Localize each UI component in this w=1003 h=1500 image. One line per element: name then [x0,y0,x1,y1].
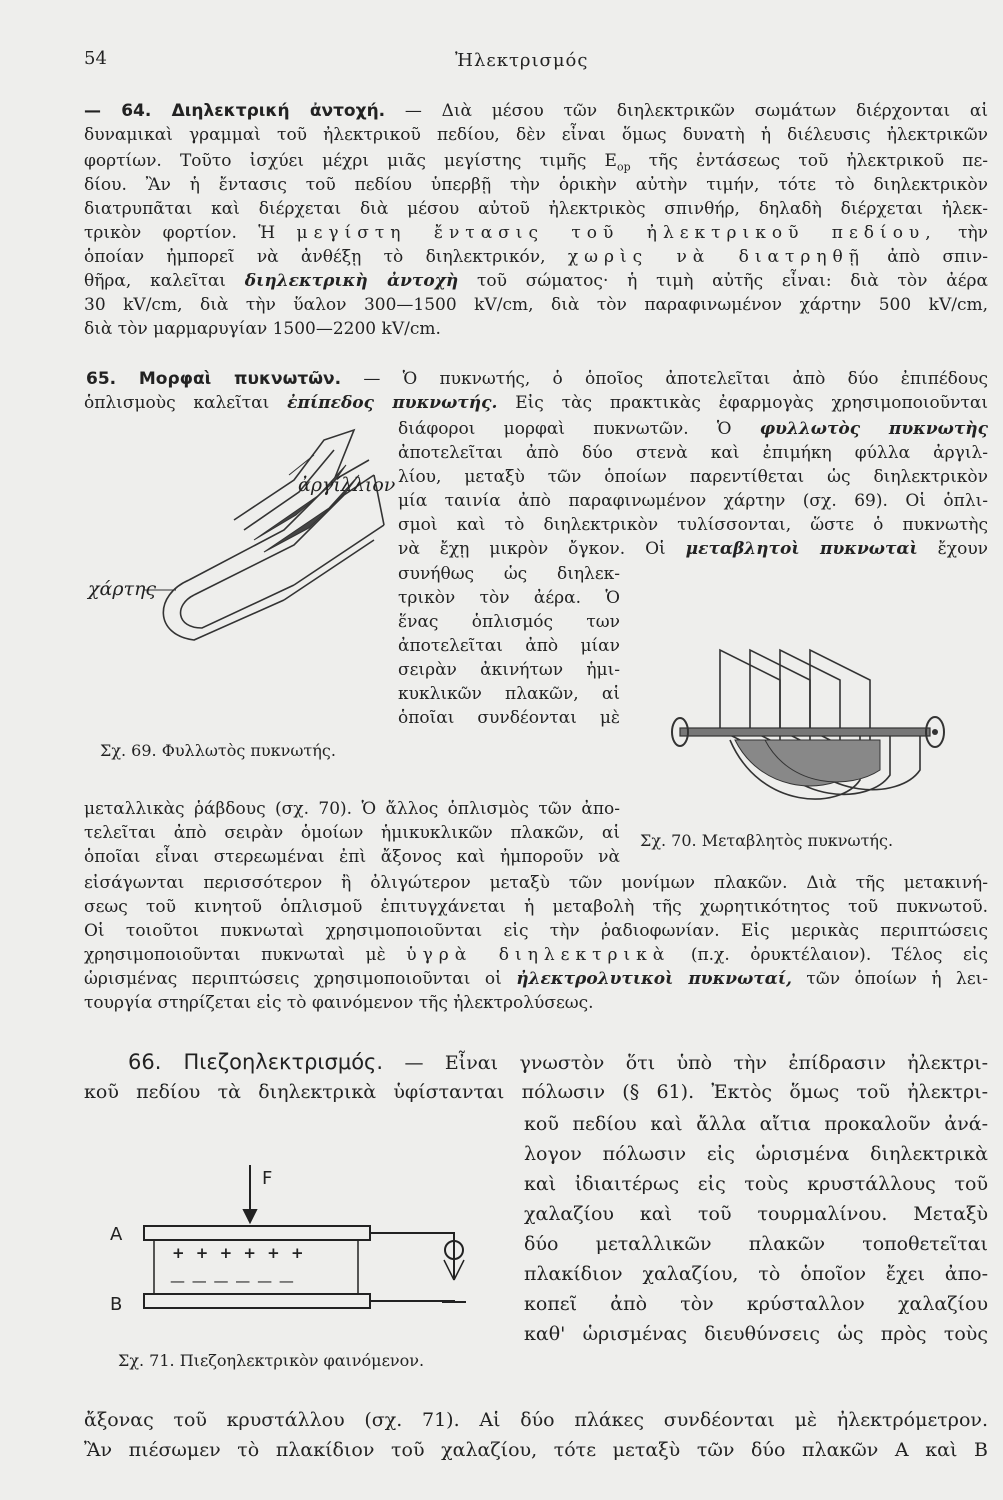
para-line: ὁποίαν ἠμπορεῖ νὰ ἀνθέξῃ τὸ διηλεκτρικόν, [84,247,546,267]
para-line: τελεῖται ἀπὸ σειρὰν ὁμοίων ἡμικυκλικῶν πλακῶν, αἱ [84,823,620,843]
leader-line [289,455,314,475]
para-line: διάφοροι μορφαὶ πυκνωτῶν. Ὁ [398,419,732,439]
para-line: ἄξονας τοῦ κρυστάλλου (σχ. 71). Αἱ δύο πλάκες συνδέονται μὲ ἠλεκτρόμετρον. [84,1409,988,1431]
para-line: ὁποῖαι συνδέονται μὲ [398,708,620,728]
para-line: μία ταινία ἀπὸ παραφινωμένον χάρτην (σχ. 69). Οἱ ὁπλι- [398,491,988,511]
para-line: ὡρισμένας περιπτώσεις χρησιμοποιοῦνται οἱ [84,969,502,989]
section-66-title: 66. Πιεζοηλεκτρισμός. [128,1050,384,1074]
para-line: τῆς ἐντάσεως τοῦ ἠλεκτρικοῦ πε- [648,151,988,171]
term-dielectric-strength: διηλεκτρικὴ ἀντοχὴ [244,271,459,291]
para-line: μεταλλικὰς ῥάβδους (σχ. 70). Ὁ ἄλλος ὁπλισμὸς τῶν ἀπο- [84,799,620,819]
para-line: θῆρα, καλεῖται [84,271,226,291]
para-line: σειρὰν ἀκινήτων ἡμι- [398,660,620,680]
figure-69-foil-capacitor [84,420,394,660]
para-line: χαλαζίου καὶ τοῦ τουρμαλίνου. Μεταξὺ [524,1203,988,1225]
figure-69-caption: Σχ. 69. Φυλλωτὸς πυκνωτής. [100,741,336,760]
para-line: Οἱ τοιοῦτοι πυκνωταὶ χρησιμοποιοῦνται εἰς τὴν ῥαδιοφωνίαν. Εἰς μερικὰς περιπτώσεις [84,921,988,941]
fig71-plus-charges: + + + + + + [172,1244,307,1262]
para-line: ἔχουν [937,539,988,559]
term-foil-capacitor: φυλλωτὸς πυκνωτὴς [759,419,988,439]
symbol-subscript: op [616,160,631,174]
para-line: καθ' ὡρισμένας διευθύνσεις ὡς πρὸς τοὺς [524,1323,988,1345]
para-line: τρικὸν φορτίον. Ἡ [84,223,276,243]
fig71-plate-a-label: A [110,1224,123,1245]
term-electrolytic: ἠλεκτρολυτικοὶ πυκνωταί, [516,969,792,989]
para-line: ἀποτελεῖται ἀπὸ δύο στενὰ καὶ ἐπιμήκη φύλλα ἀργιλ- [398,443,988,463]
fig71-force-label: F [262,1168,273,1189]
para-line: λογον πόλωσιν εἰς ὡρισμένα διηλεκτρικὰ [524,1143,988,1165]
figure-70-variable-capacitor [660,640,960,820]
symbol-e: $E_{op}$ [604,151,631,174]
para-line: 30 kV/cm, διὰ τὴν ὕαλον 300—1500 kV/cm, διὰ τὸν παραφινωμένον χάρτην 500 kV/cm, [84,295,988,315]
para-line: ἀπὸ σπιν- [887,247,988,267]
para-line: (π.χ. ὀρυκτέλαιον). Τέλος εἰς [690,945,988,965]
fig69-label-foil: ἀργίλλιον [298,474,396,496]
para-line: — Διὰ μέσου τῶν διηλεκτρικῶν σωμάτων διέρχονται αἱ [404,101,989,121]
fig71-minus-charges: — — — — — — [170,1272,295,1290]
para-line: τῶν ὁποίων ἡ λει- [806,969,989,989]
figure-71-caption: Σχ. 71. Πιεζοηλεκτρικὸν φαινόμενον. [118,1351,425,1370]
para-line: ἀποτελεῖται ἀπὸ μίαν [398,636,620,656]
para-line: κοπεῖ ἀπὸ τὸν κρύσταλλον χαλαζίου [524,1293,988,1315]
para-line: νὰ ἔχῃ μικρὸν ὄγκον. Οἱ [398,539,666,559]
para-line: σεως τοῦ κινητοῦ ὁπλισμοῦ ἐπιτυγχάνεται ἡ μεταβολὴ τῆς χωρητικότητος τοῦ πυκνωτοῦ. [84,897,988,917]
para-line: — Εἶναι γνωστὸν ὅτι ὑπὸ τὴν ἐπίδρασιν ἠλεκτρι- [404,1052,988,1074]
para-line: τουργία στηρίζεται εἰς τὸ φαινόμενον τῆς ἠλεκτρολύσεως. [84,993,594,1013]
para-line: Ἂν πιέσωμεν τὸ πλακίδιον τοῦ χαλαζίου, τότε μεταξὺ τῶν δύο πλακῶν Α καὶ Β [84,1439,988,1461]
para-line: τρικὸν τὸν ἀέρα. Ὁ [398,588,620,608]
para-line: λίου, μεταξὺ τῶν ὁποίων παρεντίθεται ὡς διηλεκτρικὸν [398,467,988,487]
fig71-plate-b-label: B [110,1294,123,1315]
para-line: πλακίδιον χαλαζίου, τὸ ὁποῖον ἔχει ἀπο- [524,1263,988,1285]
para-line: καὶ ἰδιαιτέρως εἰς τοὺς κρυστάλλους τοῦ [524,1173,988,1195]
para-line: — Ὁ πυκνωτής, ὁ ὁποῖος ἀποτελεῖται ἀπὸ δύο ἐπιπέδους [363,369,989,389]
para-line: φορτίων. Τοῦτο ἰσχύει μέχρι μιᾶς μεγίστης τιμῆς [84,151,587,171]
figure-70-caption: Σχ. 70. Μεταβλητὸς πυκνωτής. [640,831,894,850]
para-line: συνήθως ὡς διηλεκ- [398,564,620,584]
para-line: κυκλικῶν πλακῶν, αἱ [398,684,620,704]
section-64-title: — 64. Διηλεκτρική ἀντοχή. [84,101,386,121]
para-line: ἕνας ὁπλισμός των [398,612,620,632]
spaced-emphasis: χωρὶς νὰ διατρηθῇ [567,247,865,267]
running-title: Ἠλεκτρισμός [455,50,589,71]
para-line: τὴν [958,223,989,243]
para-line: τοῦ σώματος· ἡ τιμὴ αὐτῆς εἶναι: διὰ τὸν ἀέρα [477,271,988,291]
para-line: δυναμικαὶ γραμμαὶ τοῦ ἠλεκτρικοῦ πεδίου, δὲν εἶναι ὅμως δυνατὴ ἡ διέλευσις ἠλεκτρικῶν [84,125,988,145]
para-line: χρησιμοποιοῦνται πυκνωταὶ μὲ [84,945,386,965]
fig69-label-paper: χάρτης [88,578,157,600]
para-line: διὰ τὸν μαρμαρυγίαν 1500—2200 kV/cm. [84,319,441,339]
para-line: Εἰς τὰς πρακτικὰς ἐφαρμογὰς χρησιμοποιοῦνται [515,393,989,413]
term-plane-capacitor: ἐπίπεδος πυκνωτής. [287,393,498,413]
term-variable-capacitor: μεταβλητοὶ πυκνωταὶ [685,539,918,559]
para-line: ὁπλισμοὺς καλεῖται [84,393,270,413]
axle [680,728,930,736]
para-line: ὁποῖαι εἶναι στερεωμέναι ἐπὶ ἄξονος καὶ ἠμποροῦν νὰ [84,847,620,867]
para-line: κοῦ πεδίου καὶ ἄλλα αἴτια προκαλοῦν ἀνά- [524,1113,988,1135]
page-number: 54 [84,48,107,69]
para-line: εἰσάγωνται περισσότερον ἢ ὀλιγώτερον μεταξὺ τῶν μονίμων πλακῶν. Διὰ τῆς μετακινή- [84,873,988,893]
section-65-title: 65. Μορφαὶ πυκνωτῶν. [86,369,342,389]
para-line: δύο μεταλλικῶν πλακῶν τοποθετεῖται [524,1233,988,1255]
spaced-emphasis: ὑγρὰ διηλεκτρικὰ [406,945,671,965]
para-line: κοῦ πεδίου τὰ διηλεκτρικὰ ὑφίστανται πόλωσιν (§ 61). Ἐκτὸς ὅμως τοῦ ἠλεκτρι- [84,1081,988,1103]
para-line: σμοὶ καὶ τὸ διηλεκτρικὸν τυλίσσονται, ὥστε ὁ πυκνωτὴς [398,515,988,535]
spaced-emphasis: μεγίστη ἔντασις τοῦ ἠλεκτρικοῦ πεδίου, [296,223,937,243]
para-line: διατρυπᾶται καὶ διέρχεται διὰ μέσου αὐτοῦ ἠλεκτρικὸς σπινθήρ, δηλαδὴ διέρχεται ἠλεκ- [84,199,988,219]
para-line: δίου. Ἂν ἡ ἔντασις τοῦ πεδίου ὑπερβῇ τὴν ὁρικὴν αὐτὴν τιμήν, τότε τὸ διηλεκτρικὸν [84,175,988,195]
